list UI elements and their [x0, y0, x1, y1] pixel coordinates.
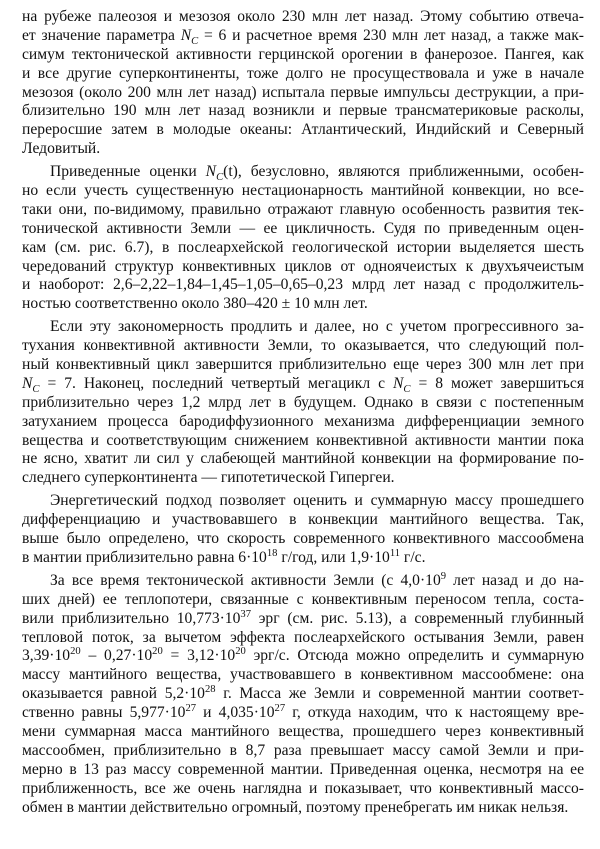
paragraph — [22, 492, 584, 568]
paragraph — [22, 318, 584, 488]
text-line: и все другие суперконтиненты, тоже долго не просуществовала и уже в начале — [22, 64, 584, 82]
text-line: За все время тектонической активности Земли (с $4,0\cdot 10^9$ лет назад и до на- — [50, 570, 585, 589]
text-line: дифференциацию и участвовавшего в конвекции мантийного вещества. Так, — [22, 511, 584, 529]
text-line: вещества и соответствующим снижением конвективной активности мантии пока — [22, 431, 584, 449]
text-line: близительно 190 млн лет назад возникли и первые трансматериковые расколы, — [22, 102, 584, 120]
page-text — [22, 8, 584, 817]
text-line: Приведенные оценки $N_C(t)$, безусловно, являются приближенными, особен- — [50, 163, 584, 184]
text-line: приблизительно через 1,2 млрд лет в будущем. Однако в связи с постепенным — [22, 393, 584, 411]
text-line: ет значение параметра $N_C = 6$ и расчетное время 230 млн лет назад, а также мак- — [22, 26, 584, 47]
text-line: симум тектонической активности герцинской орогении в фанерозое. Пангея, как — [22, 45, 584, 63]
text-line: кам (см. рис. 6.7), в послеархейской геологической истории выделяется шесть — [22, 238, 584, 256]
text-line: тухания конвективной активности Земли, то оказывается, что следующий пол- — [22, 337, 584, 355]
text-line: и наоборот: 2,6–2,22–1,84–1,45–1,05–0,65–0,23 млрд лет назад с продолжитель- — [22, 276, 584, 294]
text-line: Ледовитый. — [22, 140, 101, 158]
text-line: но если учесть существенную нестационарность мантийной конвекции, но все- — [22, 182, 584, 200]
text-line: затуханием процесса бародиффузионного механизма дифференциации земного — [22, 412, 584, 430]
paragraph — [22, 163, 584, 314]
text-line: ный конвективный цикл завершится приблизительно еще через 300 млн лет при — [22, 356, 584, 374]
text-line: мерно в 13 раз массу современной мантии. Приведенная оценка, несмотря на ее — [22, 760, 584, 778]
text-line: Энергетический подход позволяет оценить и суммарную массу прошедшего — [50, 492, 584, 510]
text-line: Если эту закономерность продлить и далее, но с учетом прогрессивного за- — [50, 318, 584, 336]
text-line: массообмен, приблизительно в 8,7 раза превышает массу самой Земли и при- — [22, 741, 584, 759]
text-line: переросшие затем в молодые океаны: Атлантический, Индийский и Северный — [22, 121, 584, 139]
text-line: ственно равны $5,977\cdot 10^{27}$ и $4,035\cdot 10^{27}$ г, откуда находим, что к настоящему вре- — [22, 702, 585, 722]
text-line: $N_C = 7$. Наконец, последний четвертый мегацикл с $N_C = 8$ может завершиться — [22, 374, 584, 396]
text-line: обмен в мантии действительно огромный, поэтому пренебрегать им никак нельзя. — [22, 798, 569, 816]
text-line: приближенность, все же очень наглядна и показывает, что конвективный массо- — [22, 779, 584, 797]
text-line: тепловой поток, за вычетом эффекта послеархейского остывания Земли, равен — [22, 628, 584, 646]
text-line: мезозоя (около 200 млн лет назад) испытала первые импульсы деструкции, а при- — [22, 83, 584, 101]
text-line: вили приблизительно $10,773\cdot 10^{37}$ эрг (см. рис. 5.13), а современный глубинный — [22, 608, 584, 627]
text-line: таки они, по-видимому, правильно отражают главную особенность развития тек- — [22, 200, 584, 218]
text-line: ших дней) ее теплопотери, связанные с конвективным переносом тепла, соста- — [22, 590, 584, 608]
text-line: $3,39\cdot 10^{20} - 0,27\cdot 10^{20} = 3,12\cdot 10^{20}$ эрг/с. Отсюда можно определить и суммарную — [22, 646, 585, 665]
text-line: выше было определено, что скорость современного конвективного массообмена — [22, 530, 584, 548]
paragraph — [22, 572, 584, 818]
paragraph — [22, 8, 584, 159]
text-line: тонической активности Земли — ее цикличность. Судя по приведенным оцен- — [22, 219, 584, 237]
text-line: массу мантийного вещества, участвовавшего в конвективном массообмене: она — [22, 666, 584, 684]
text-line: следнего суперконтинента — гипотетической Гипергеи. — [22, 469, 395, 487]
text-line: оказывается равной $5,2\cdot 10^{28}$ г. Масса же Земли и современной мантии соответ- — [22, 683, 584, 703]
text-line: чередований структур конвективных циклов от одноячеистых к двухъячеистым — [22, 257, 584, 275]
text-line: мени суммарная масса мантийного вещества, прошедшего через конвективный — [22, 722, 584, 740]
text-line: на рубеже палеозоя и мезозоя около 230 млн лет назад. Этому событию отвеча- — [22, 8, 584, 25]
text-line: ностью соответственно около 380–420 ± 10 млн лет. — [22, 295, 368, 313]
text-line: в мантии приблизительно равна $6\cdot 10^{18}$ г/год, или $1,9\cdot 10^{11}$ г/с. — [22, 547, 426, 566]
text-line: не ясно, хватит ли сил у слабеющей мантийной конвекции на формирование по- — [22, 450, 584, 468]
